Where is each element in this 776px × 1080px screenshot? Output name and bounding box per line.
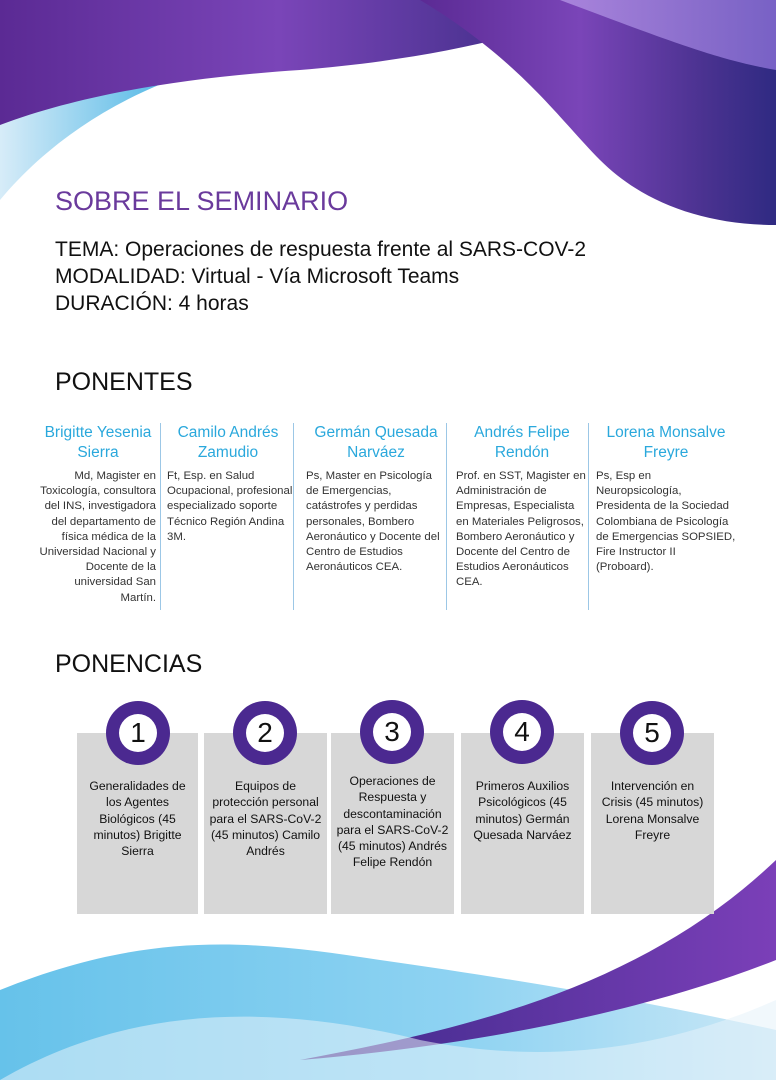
talk-number-badge (490, 700, 554, 764)
speaker-name: Lorena Monsalve Freyre (606, 424, 726, 461)
talk-number-badge (233, 701, 297, 765)
topic-line: TEMA: Operaciones de respuesta frente al SARS-COV-2 (55, 238, 587, 261)
speaker-name: Andrés Felipe Rendón (474, 424, 570, 461)
talk-number-badge (620, 701, 684, 765)
talks-title: PONENCIAS (55, 650, 203, 678)
talk-number: 2 (246, 714, 284, 752)
speaker-bio: Md, Magister en Toxicología, consultora del INS, investigadora del departamento de física médica de la Universidad Nacional y Docente de la universidad San Martín. (39, 470, 156, 604)
talk-description: Equipos de protección personal para el SARS-CoV-2 (45 minutos) Camilo Andrés (209, 779, 322, 859)
speaker-bio: Prof. en SST, Magister en Administración de Empresas, Especialista en Materiales Peligrosos, Bombero Aeronáutico y Docente del Centro de Estudios Aeronáuticos CEA. (456, 470, 586, 589)
talk-description: Primeros Auxilios Psicológicos (45 minutos) Germán Quesada Narváez (473, 779, 572, 842)
talk-number-badge (360, 700, 424, 764)
seminar-title: SOBRE EL SEMINARIO (55, 186, 349, 216)
speaker-card (456, 423, 589, 610)
speaker-card (163, 423, 294, 610)
speaker-bio: Ft, Esp. en Salud Ocupacional, profesional especializado soporte Técnico Región Andina 3M. (167, 470, 293, 543)
talk-number: 1 (119, 714, 157, 752)
speakers-title: PONENTES (55, 368, 193, 396)
speaker-card (36, 423, 161, 610)
speaker-name: Germán Quesada Narváez (314, 424, 438, 461)
speaker-bio: Ps, Esp en Neuropsicología, Presidenta de la Sociedad Colombiana de Psicología de Emergencias SOPSIED, Fire Instructor II (Proboard). (596, 470, 736, 574)
speakers-list (36, 423, 746, 613)
speaker-card (596, 423, 736, 610)
talk-number: 4 (503, 713, 541, 751)
talk-description: Generalidades de los Agentes Biológicos (45 minutos) Brigitte Sierra (89, 779, 186, 859)
talk-number: 5 (633, 714, 671, 752)
duration-line: DURACIÓN: 4 horas (55, 292, 249, 315)
talk-description: Intervención en Crisis (45 minutos) Lorena Monsalve Freyre (601, 779, 704, 842)
talk-number: 3 (373, 713, 411, 751)
seminar-info (55, 236, 586, 317)
talk-description: Operaciones de Respuesta y descontaminación para el SARS-CoV-2 (45 minutos) Andrés Felipe Rendón (336, 774, 449, 870)
speaker-name: Brigitte Yesenia Sierra (44, 424, 152, 461)
speaker-bio: Ps, Master en Psicología de Emergencias, catástrofes y perdidas personales, Bombero Aeronáutico y Docente del Centro de Estudios Aeronáuticos CEA. (306, 470, 440, 574)
speaker-name: Camilo Andrés Zamudio (177, 424, 279, 461)
talk-number-badge (106, 701, 170, 765)
speaker-card (306, 423, 447, 610)
modality-line: MODALIDAD: Virtual - Vía Microsoft Teams (55, 265, 460, 288)
